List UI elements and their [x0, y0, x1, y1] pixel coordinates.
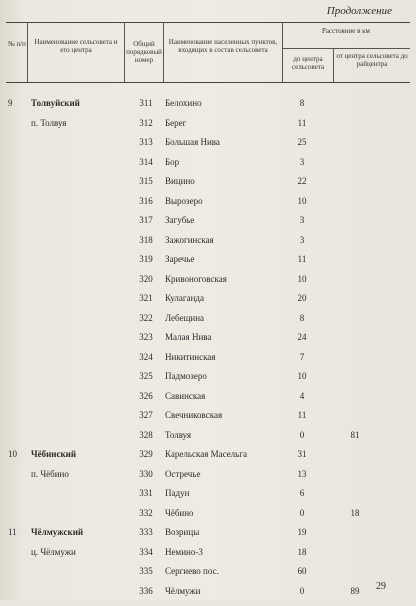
distance-to-center: 0 [299, 429, 305, 440]
council-name: Чёбинский [31, 449, 77, 459]
distance-to-center: 0 [299, 585, 305, 596]
distance-to-center: 0 [299, 507, 305, 518]
place-name: Сергиево пос. [165, 566, 219, 576]
place-name: Падмозеро [165, 371, 207, 381]
place-name: Вицино [165, 176, 195, 186]
distance-to-center: 8 [299, 98, 305, 108]
table-row [0, 371, 416, 391]
table-row [0, 469, 416, 489]
order-number: 329 [139, 449, 153, 459]
distance-to-center: 4 [299, 390, 305, 401]
distance-to-center: 7 [299, 351, 305, 362]
order-number: 312 [139, 117, 153, 128]
table-row [0, 235, 416, 255]
distance-to-center: 22 [297, 176, 307, 186]
table-row [0, 157, 416, 177]
column-divider [333, 48, 334, 82]
header-top-rule [6, 22, 410, 23]
page-number: 29 [376, 581, 386, 592]
council-name: ц. Чёлмужи [31, 546, 76, 557]
order-number: 335 [139, 566, 153, 576]
order-number: 313 [139, 137, 153, 147]
distance-to-center: 11 [297, 117, 307, 128]
row-index: 9 [8, 98, 13, 108]
place-name: Кривоноговская [165, 273, 227, 284]
distance-to-center: 19 [297, 527, 307, 537]
distance-to-center: 10 [297, 273, 307, 284]
place-name: Зажогинская [165, 234, 214, 245]
table-row [0, 254, 416, 274]
distance-to-district: 18 [350, 507, 360, 518]
place-name: Лебещина [165, 312, 205, 323]
table-row [0, 586, 416, 606]
header-num: № п/п [8, 40, 26, 48]
distance-to-center: 25 [297, 137, 307, 147]
order-number: 336 [139, 585, 153, 596]
header-order: Общий порядковый номер [126, 40, 162, 64]
place-name: Савинская [165, 390, 206, 401]
order-number: 314 [139, 156, 153, 167]
order-number: 328 [139, 429, 153, 440]
place-name: Малая Нива [165, 332, 212, 342]
table-row [0, 137, 416, 157]
table-row [0, 332, 416, 352]
table-row [0, 566, 416, 586]
distance-to-center: 6 [299, 488, 305, 498]
place-name: Карельская Масельга [165, 449, 247, 459]
table-row [0, 98, 416, 118]
distance-to-center: 18 [297, 546, 307, 557]
distance-to-center: 11 [297, 410, 307, 420]
order-number: 324 [139, 351, 153, 362]
order-number: 333 [139, 527, 153, 537]
table-row [0, 176, 416, 196]
order-number: 321 [139, 293, 153, 303]
row-index: 11 [8, 527, 17, 537]
header-bottom-rule [6, 82, 410, 83]
table-row [0, 547, 416, 567]
place-name: Чёлмужи [165, 585, 201, 596]
header-to-district: от центра сельсовета до райцентра [336, 52, 408, 68]
order-number: 311 [139, 98, 153, 108]
distance-to-center: 20 [297, 293, 307, 303]
distance-subheader-rule [282, 48, 410, 49]
place-name: Вырозеро [165, 195, 203, 206]
table-row [0, 215, 416, 235]
place-name: Падун [165, 488, 190, 498]
order-number: 317 [139, 215, 153, 225]
continuation-label: Продолжение [326, 5, 392, 17]
distance-to-center: 3 [299, 156, 305, 167]
table-row [0, 410, 416, 430]
order-number: 327 [139, 410, 153, 420]
place-name: Возрицы [165, 527, 200, 537]
header-distance: Расстояние в км [321, 27, 370, 35]
table-row [0, 449, 416, 469]
order-number: 323 [139, 332, 153, 342]
place-name: Немино-3 [165, 546, 203, 557]
place-name: Чёбино [165, 507, 194, 518]
place-name: Берег [165, 117, 187, 128]
order-number: 330 [139, 468, 153, 479]
order-number: 322 [139, 312, 153, 323]
distance-to-center: 11 [297, 254, 307, 264]
order-number: 319 [139, 254, 153, 264]
distance-to-district: 89 [350, 585, 360, 596]
order-number: 316 [139, 195, 153, 206]
place-name: Бор [165, 156, 180, 167]
place-name: Большая Нива [165, 137, 220, 147]
order-number: 315 [139, 176, 153, 186]
place-name: Заречье [165, 254, 195, 264]
table-row [0, 313, 416, 333]
header-council: Наименование сельсовета и его центра [34, 38, 118, 54]
distance-to-center: 31 [297, 449, 307, 459]
distance-to-center: 8 [299, 312, 305, 323]
table-row [0, 430, 416, 450]
distance-to-center: 10 [297, 195, 307, 206]
table-row [0, 352, 416, 372]
place-name: Загубье [165, 215, 195, 225]
column-divider [163, 22, 164, 82]
council-name: п. Толвуя [31, 117, 67, 128]
place-name: Белохино [165, 98, 202, 108]
order-number: 326 [139, 390, 153, 401]
table-row [0, 274, 416, 294]
header-places: Наименование населенных пунктов, входящих в состав сельсовета [168, 38, 278, 54]
order-number: 318 [139, 234, 153, 245]
distance-to-district: 81 [350, 429, 360, 440]
column-divider [27, 22, 28, 82]
distance-to-center: 3 [299, 234, 305, 245]
order-number: 332 [139, 507, 153, 518]
header-to-center: до центра сельсовета [291, 55, 325, 71]
place-name: Свечниковская [165, 410, 223, 420]
distance-to-center: 10 [297, 371, 307, 381]
table-row [0, 118, 416, 138]
row-index: 10 [8, 449, 17, 459]
distance-to-center: 3 [299, 215, 305, 225]
table-row [0, 527, 416, 547]
distance-to-center: 13 [297, 468, 307, 479]
order-number: 334 [139, 546, 153, 557]
council-name: п. Чёбино [31, 468, 69, 479]
table-row [0, 488, 416, 508]
table-row [0, 293, 416, 313]
council-name: Толвуйский [31, 98, 80, 108]
distance-to-center: 60 [297, 566, 307, 576]
distance-to-center: 24 [297, 332, 307, 342]
place-name: Никитинская [165, 351, 216, 362]
place-name: Остречье [165, 468, 201, 479]
column-divider [282, 22, 283, 82]
place-name: Толвуя [165, 429, 192, 440]
table-row [0, 391, 416, 411]
order-number: 325 [139, 371, 153, 381]
order-number: 320 [139, 273, 153, 284]
table-row [0, 508, 416, 528]
council-name: Чёлмужский [31, 527, 84, 537]
order-number: 331 [139, 488, 153, 498]
table-row [0, 196, 416, 216]
place-name: Кулаганда [165, 293, 204, 303]
